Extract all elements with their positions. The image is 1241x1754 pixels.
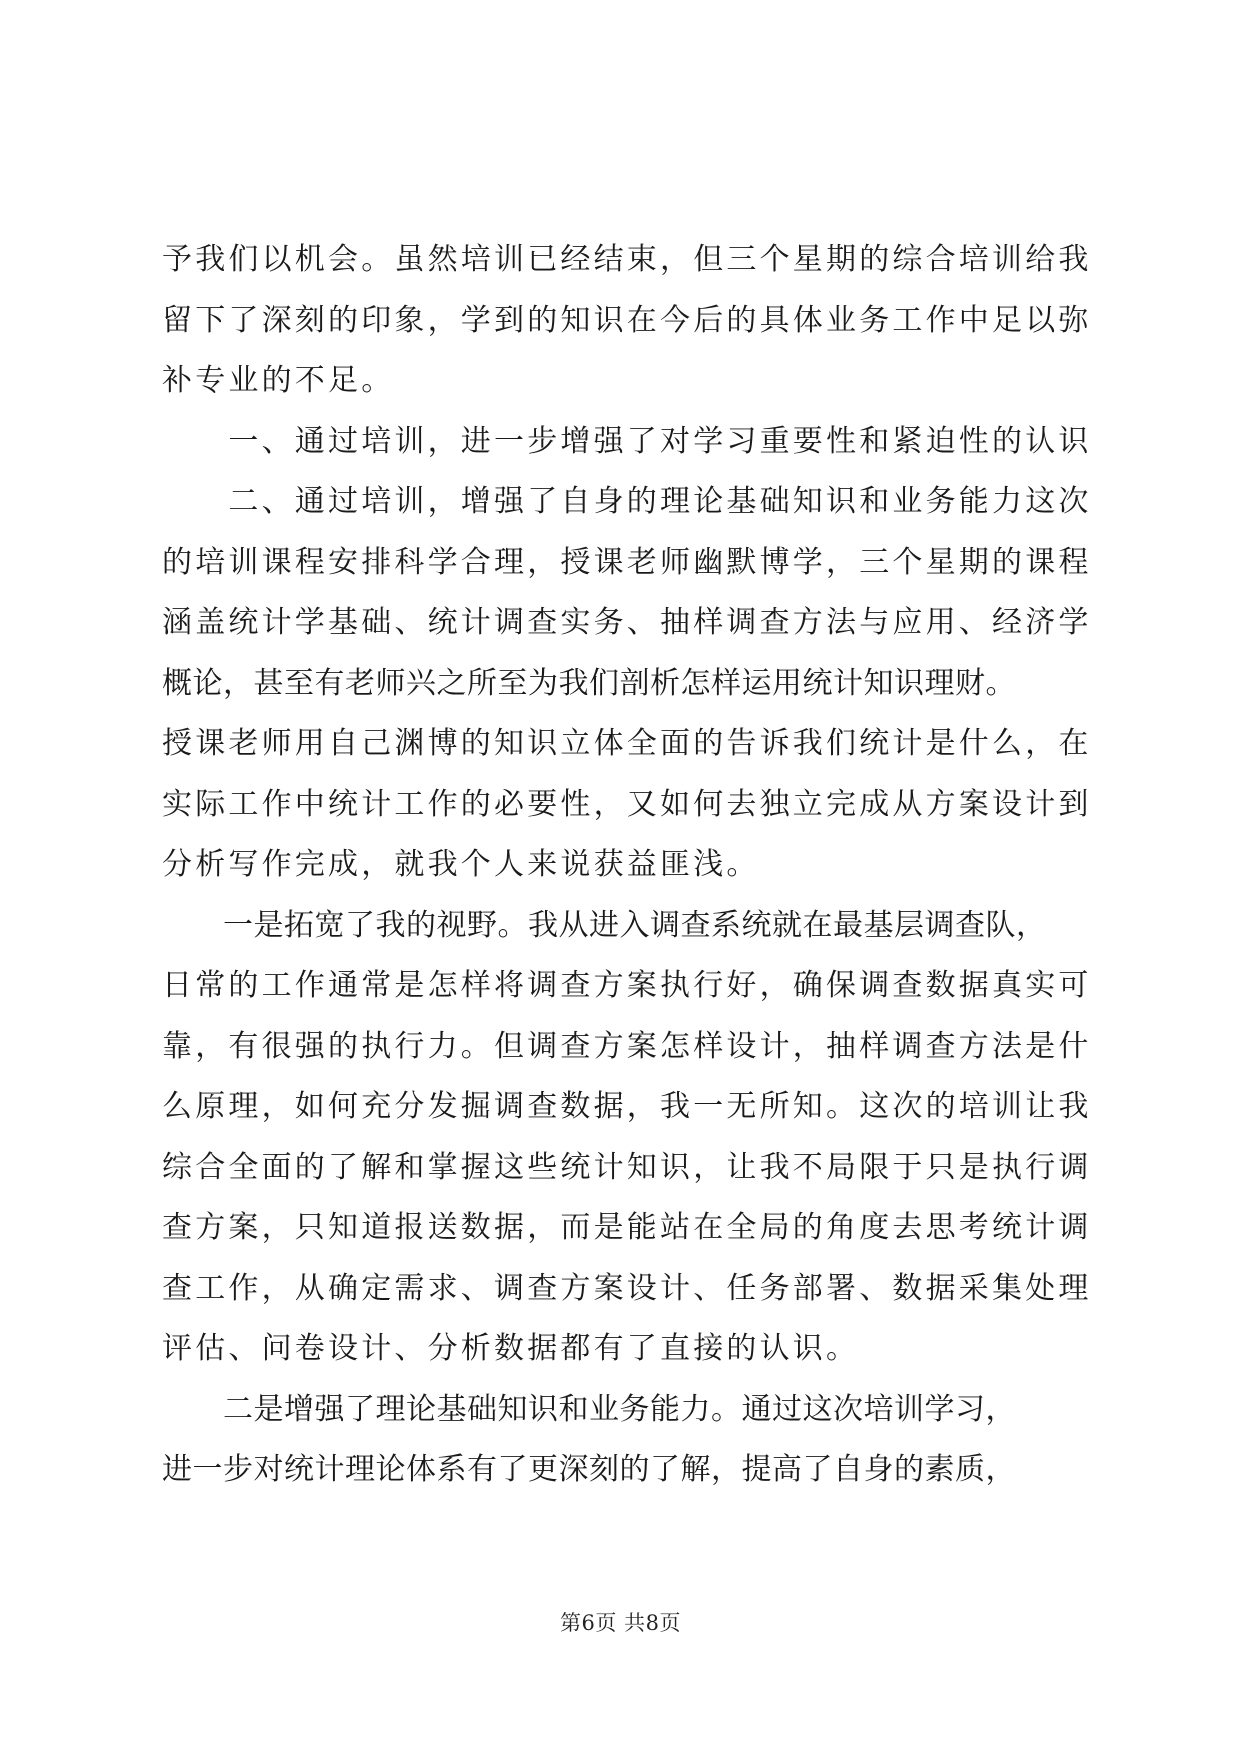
text-line: 的培训课程安排科学合理，授课老师幽默博学，三个星期的课程 [162, 544, 1092, 580]
text-line: 实际工作中统计工作的必要性，又如何去独立完成从方案设计到 [162, 786, 1092, 822]
text-line: 查工作，从确定需求、调查方案设计、任务部署、数据采集处理 [162, 1270, 1092, 1306]
text-line: 日常的工作通常是怎样将调查方案执行好，确保调查数据真实可 [162, 968, 1092, 1003]
text-line: 么原理，如何充分发掘调查数据，我一无所知。这次的培训让我 [162, 1089, 1092, 1124]
text-line: 靠，有很强的执行力。但调查方案怎样设计，抽样调查方法是什 [162, 1028, 1092, 1064]
text-line: 二是增强了理论基础知识和业务能力。通过这次培训学习， [162, 1391, 1016, 1427]
text-line: 查方案，只知道报送数据，而是能站在全局的角度去思考统计调 [162, 1210, 1092, 1245]
text-line: 分析写作完成，就我个人来说获益匪浅。 [162, 847, 760, 882]
document-body [162, 230, 1092, 1501]
text-line: 进一步对统计理论体系有了更深刻的了解，提高了自身的素质， [162, 1452, 1016, 1487]
text-line: 一是拓宽了我的视野。我从进入调查系统就在最基层调查队， [162, 907, 1047, 943]
text-line: 概论，甚至有老师兴之所至为我们剖析怎样运用统计知识理财。 [162, 665, 1016, 701]
text-line: 二、通过培训，增强了自身的理论基础知识和业务能力这次 [162, 484, 1092, 519]
page-number-footer: 第6页 共8页 [560, 1611, 681, 1635]
text-line: 予我们以机会。虽然培训已经结束，但三个星期的综合培训给我 [162, 242, 1092, 277]
text-line: 授课老师用自己渊博的知识立体全面的告诉我们统计是什么，在 [162, 726, 1092, 761]
text-line: 留下了深刻的印象，学到的知识在今后的具体业务工作中足以弥 [162, 302, 1092, 338]
text-line: 综合全面的了解和掌握这些统计知识，让我不局限于只是执行调 [162, 1149, 1092, 1185]
text-line: 涵盖统计学基础、统计调查实务、抽样调查方法与应用、经济学 [162, 605, 1092, 640]
text-line: 评估、问卷设计、分析数据都有了直接的认识。 [162, 1331, 860, 1366]
text-line: 一、通过培训，进一步增强了对学习重要性和紧迫性的认识 [162, 423, 1092, 459]
text-line: 补专业的不足。 [162, 363, 395, 398]
